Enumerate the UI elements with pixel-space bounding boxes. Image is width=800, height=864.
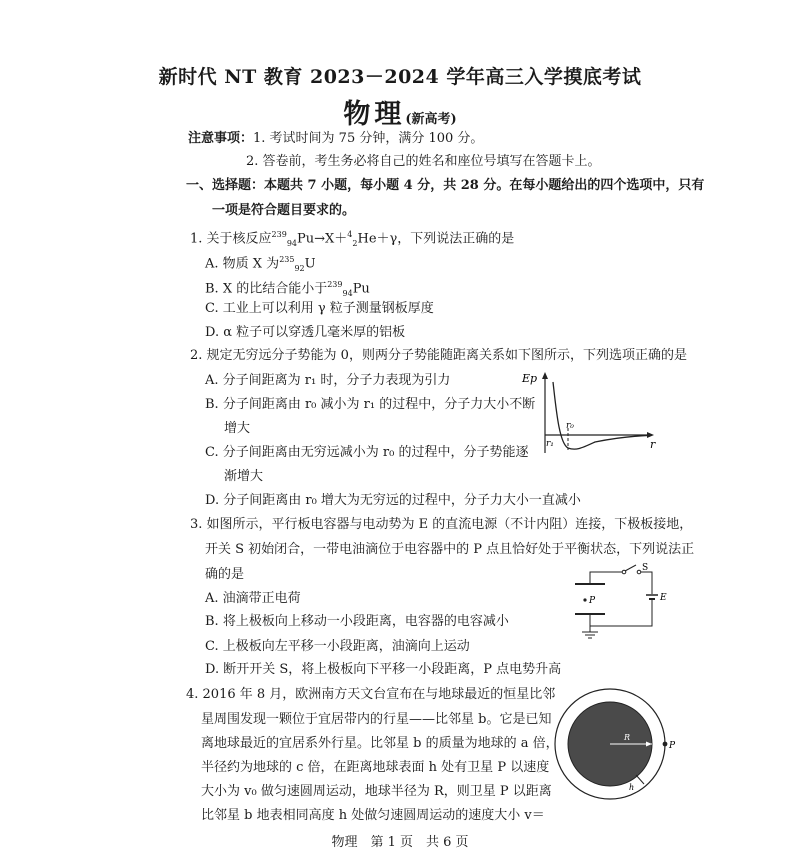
q2-option-b-cont: 增大 — [224, 421, 251, 436]
q1-stem-pre: 1. 关于核反应 — [190, 231, 272, 247]
question-3-stem: 3. 如图所示，平行板电容器与电动势为 E 的直流电源（不计内阻）连接，下极板接地， — [190, 517, 693, 532]
question-4-line-5: 大小为 v₀ 做匀速圆周运动，地球半径为 R，则卫星 P 以距离 — [201, 784, 552, 799]
r-axis-label: r — [650, 438, 656, 451]
notice-item-2: 2. 答卷前，考生务必将自己的姓名和座位号填写在答题卡上。 — [246, 154, 601, 169]
q1-option-b-post: Pu — [352, 281, 370, 297]
top-wire-right — [641, 572, 652, 594]
height-marker — [636, 775, 644, 784]
u-mass-number: 235 — [279, 255, 295, 264]
potential-energy-graph — [520, 368, 660, 458]
q3-option-b: B. 将上极板向上移动一小段距离，电容器的电容减小 — [205, 614, 509, 629]
switch-label: S — [642, 563, 649, 573]
pu-mass-number: 239 — [271, 230, 287, 239]
he-atomic-number: 2 — [352, 238, 358, 248]
question-1-stem — [190, 226, 514, 253]
q1-stem-mid: Pu→X＋ — [297, 231, 348, 247]
notice-label: 注意事项： — [188, 131, 254, 146]
r1-label: r₁ — [546, 439, 554, 449]
point-p-label: P — [589, 596, 596, 606]
q1-stem-post: He＋γ，下列说法正确的是 — [357, 231, 515, 247]
q3-option-a: A. 油滴带正电荷 — [205, 591, 301, 606]
subject-note: (新高考) — [405, 112, 457, 127]
q2-option-d: D. 分子间距离由 r₀ 增大为无穷远的过程中，分子力大小一直减小 — [205, 493, 581, 508]
emf-label: E — [660, 593, 667, 603]
he-mass-number: 4 — [347, 230, 353, 239]
r0-label: r₀ — [566, 421, 574, 431]
q1-option-d: D. α 粒子可以穿透几毫米厚的铝板 — [205, 325, 406, 340]
u-atomic-number: 92 — [294, 263, 305, 273]
q2-option-c: C. 分子间距离由无穷远减小为 r₀ 的过程中，分子势能逐 — [205, 445, 529, 460]
notice-item-1 — [188, 130, 483, 148]
capacitor-circuit-diagram — [560, 562, 670, 644]
question-4-line-3: 离地球最近的宜居系外行星。比邻星 b 的质量为地球的 a 倍， — [201, 736, 559, 751]
page-footer: 物理 第 1 页 共 6 页 — [331, 835, 469, 850]
section-1-heading-cont: 一项是符合题目要求的。 — [212, 203, 356, 218]
switch-contact-right — [637, 570, 641, 574]
bottom-wire — [590, 599, 652, 626]
q1-option-a-post: U — [304, 256, 316, 272]
question-3-stem-end: 确的是 — [205, 567, 245, 582]
top-wire-left — [590, 572, 622, 584]
pu-atomic-number: 94 — [286, 238, 298, 248]
question-3-stem-cont: 开关 S 初始闭合，一带电油滴位于电容器中的 P 点且恰好处于平衡状态，下列说法正 — [205, 542, 695, 557]
subject-title — [0, 92, 800, 131]
pu-atomic-number-b: 94 — [342, 288, 353, 298]
q1-option-b-pre: B. X 的比结合能小于 — [205, 281, 328, 297]
question-4-line-6: 比邻星 b 地表相同高度 h 处做匀速圆周运动的速度大小 v＝ — [201, 808, 545, 823]
y-axis-arrow — [542, 372, 548, 379]
pu-mass-number-b: 239 — [327, 280, 343, 289]
planet-orbit-figure — [548, 682, 678, 812]
question-2-stem: 2. 规定无穷远分子势能为 0，则两分子势能随距离关系如下图所示，下列选项正确的是 — [190, 348, 687, 363]
q2-option-b: B. 分子间距离由 r₀ 减小为 r₁ 的过程中，分子力大小不断 — [205, 397, 536, 412]
q1-option-c: C. 工业上可以利用 γ 粒子测量钢板厚度 — [205, 301, 434, 316]
q3-option-c: C. 上极板向左平移一小段距离，油滴向上运动 — [205, 639, 470, 654]
q1-option-a-pre: A. 物质 X 为 — [205, 256, 280, 272]
radius-label: R — [624, 733, 631, 742]
q2-option-a: A. 分子间距离为 r₁ 时，分子力表现为引力 — [205, 373, 451, 388]
subject-name: 物理 — [343, 99, 406, 130]
height-label: h — [629, 783, 635, 792]
q1-option-b — [205, 276, 370, 303]
notice-text-1: 1. 考试时间为 75 分钟，满分 100 分。 — [253, 131, 484, 146]
ep-axis-label: Ep — [522, 372, 538, 385]
question-4-line-1: 4. 2016 年 8 月，欧洲南方天文台宣布在与地球最近的恒星比邻 — [186, 687, 556, 702]
potential-curve — [553, 382, 648, 449]
section-1-heading: 一、选择题：本题共 7 小题，每小题 4 分，共 28 分。在每小题给出的四个选项中，只有 — [186, 178, 705, 193]
exam-title: 新时代 NT 教育 2023－2024 学年高三入学摸底考试 — [158, 66, 642, 88]
q2-option-c-cont: 渐增大 — [224, 469, 264, 484]
switch-arm — [625, 565, 636, 571]
satellite-label: P — [669, 741, 676, 751]
satellite-p — [663, 742, 668, 747]
question-4-line-2: 星周围发现一颗位于宜居带内的行星——比邻星 b。它是已知 — [201, 712, 552, 727]
question-4-line-4: 半径约为地球的 c 倍，在距离地球表面 h 处有卫星 P 以速度 — [201, 760, 550, 775]
q3-option-d: D. 断开开关 S，将上极板向下平移一小段距离，P 点电势升高 — [205, 662, 562, 677]
oil-droplet — [583, 598, 586, 601]
q1-option-a — [205, 251, 316, 278]
